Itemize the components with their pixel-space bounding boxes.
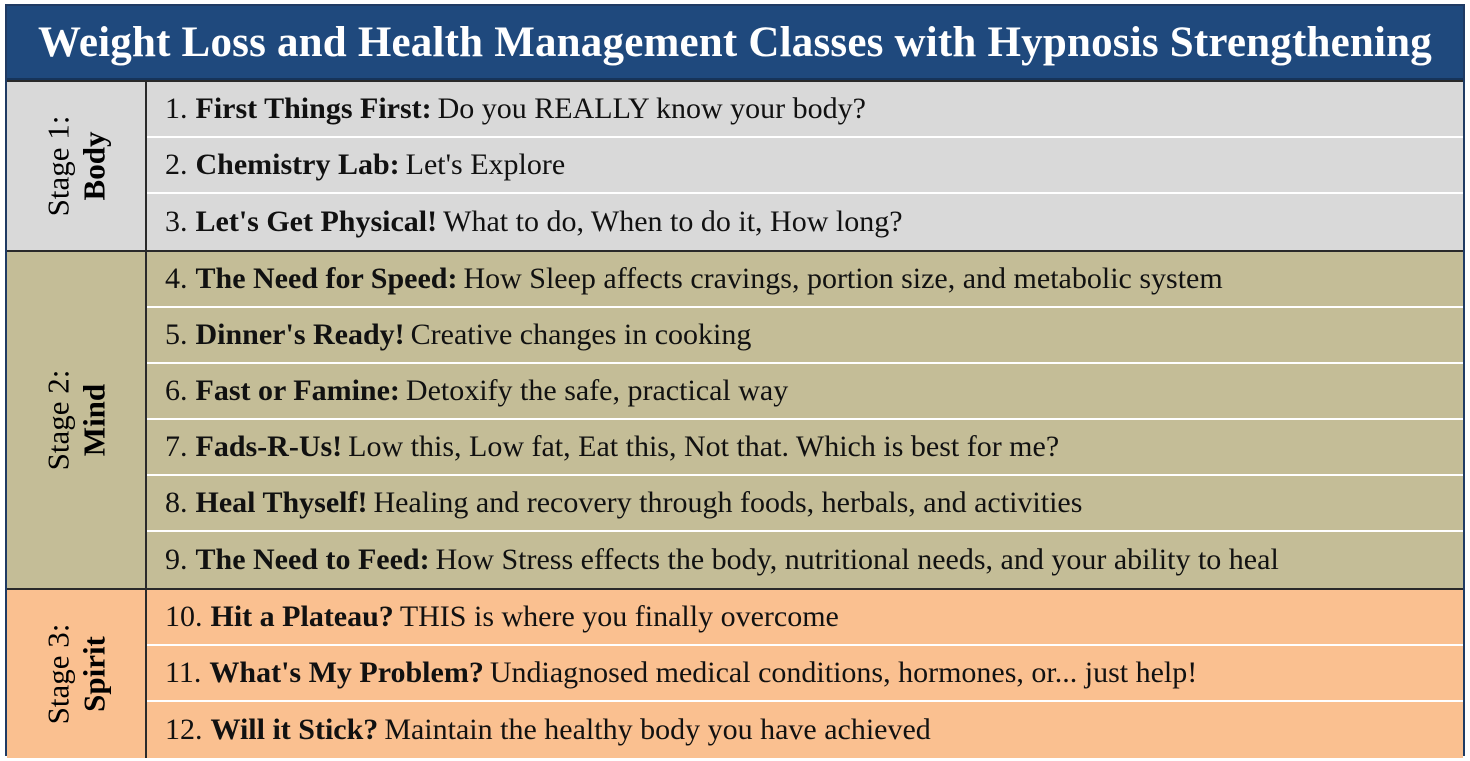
class-description: Do you REALLY know your body? [437, 92, 866, 125]
class-topic: First Things First: [195, 92, 432, 125]
class-number: 2. [165, 148, 188, 181]
stage-2-label [7, 252, 147, 588]
class-number: 6. [165, 374, 188, 407]
class-row [147, 194, 1463, 250]
class-row [147, 532, 1463, 588]
stage-3-label [7, 590, 147, 758]
stage-name: Body [76, 131, 111, 201]
class-row [147, 82, 1463, 138]
class-description: THIS is where you finally overcome [399, 600, 839, 633]
class-number: 8. [165, 486, 188, 519]
class-row [147, 138, 1463, 194]
page-title: Weight Loss and Health Management Classes with Hypnosis Strengthening [38, 18, 1432, 66]
class-row [147, 476, 1463, 532]
stage-number: Stage 3: [40, 623, 76, 725]
class-topic: The Need to Feed: [195, 543, 430, 576]
class-row [147, 252, 1463, 308]
class-topic: Will it Stick? [210, 713, 379, 746]
class-row [147, 702, 1463, 758]
class-topic: The Need for Speed: [195, 262, 458, 295]
stage-number: Stage 1: [40, 115, 76, 217]
class-topic: Hit a Plateau? [210, 600, 394, 633]
class-topic: Chemistry Lab: [195, 148, 400, 181]
class-row [147, 590, 1463, 646]
title-bar [7, 6, 1463, 80]
class-topic: Heal Thyself! [195, 486, 368, 519]
class-row [147, 646, 1463, 702]
stage-name: Mind [76, 383, 111, 457]
stage-name: Spirit [76, 636, 111, 712]
class-number: 12. [165, 713, 203, 746]
class-number: 3. [165, 205, 188, 238]
stage-3-section [7, 588, 1463, 758]
class-number: 4. [165, 262, 188, 295]
class-number: 10. [165, 600, 203, 633]
class-topic: What's My Problem? [209, 656, 484, 689]
class-topic: Dinner's Ready! [195, 318, 405, 351]
class-description: Creative changes in cooking [410, 318, 752, 351]
class-description: Undiagnosed medical conditions, hormones, or... just help! [489, 656, 1198, 689]
class-description: How Stress effects the body, nutritional needs, and your ability to heal [435, 543, 1279, 576]
class-schedule-table [5, 4, 1465, 756]
class-row [147, 420, 1463, 476]
stage-1-label [7, 82, 147, 250]
class-topic: Fads-R-Us! [195, 430, 343, 463]
class-number: 1. [165, 92, 188, 125]
class-topic: Fast or Famine: [195, 374, 400, 407]
class-row [147, 364, 1463, 420]
stage-2-section [7, 250, 1463, 588]
stage-number: Stage 2: [40, 369, 76, 471]
class-number: 7. [165, 430, 188, 463]
class-description: Maintain the healthy body you have achieved [384, 713, 931, 746]
class-description: Low this, Low fat, Eat this, Not that. Which is best for me? [348, 430, 1060, 463]
class-row [147, 308, 1463, 364]
class-description: Healing and recovery through foods, herbals, and activities [373, 486, 1083, 519]
class-description: What to do, When to do it, How long? [443, 205, 903, 238]
class-topic: Let's Get Physical! [195, 205, 438, 238]
stage-1-section [7, 80, 1463, 250]
class-description: How Sleep affects cravings, portion size, and metabolic system [463, 262, 1223, 295]
class-description: Detoxify the safe, practical way [405, 374, 789, 407]
class-number: 9. [165, 543, 188, 576]
class-number: 11. [165, 656, 202, 689]
class-description: Let's Explore [405, 148, 566, 181]
class-number: 5. [165, 318, 188, 351]
